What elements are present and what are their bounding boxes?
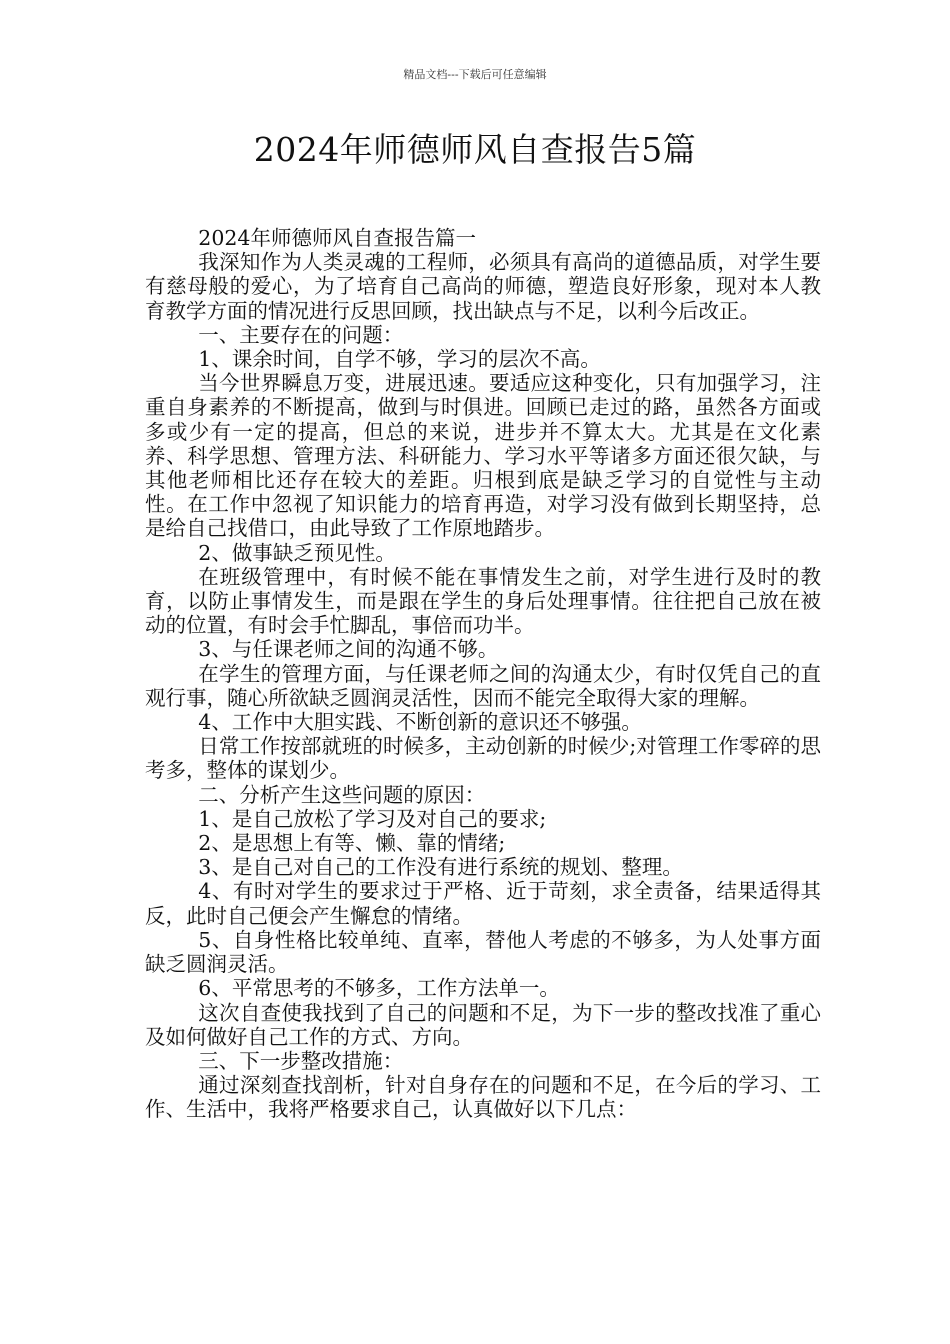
list-item: 4、有时对学生的要求过于严格、近于苛刻，求全责备，结果适得其反，此时自己便会产生懈怠的情绪。 <box>145 879 821 928</box>
section-heading: 一、主要存在的问题： <box>198 322 404 347</box>
paragraph: 在班级管理中，有时候不能在事情发生之前，对学生进行及时的教育，以防止事情发生，而是跟在学生的身后处理事情。往往把自己放在被动的位置，有时会手忙脚乱，事倍而功半。 <box>145 564 821 638</box>
list-item: 3、是自己对自己的工作没有进行系统的规划、整理。 <box>198 855 683 880</box>
paragraph: 当今世界瞬息万变，进展迅速。要适应这种变化，只有加强学习，注重自身素养的不断提高，做到与时俱进。回顾已走过的路，虽然各方面或多或少有一定的提高，但总的来说，进步并不算太大。尤其是在文化素养、科学思想、管理方法、科研能力、学习水平等诸多方面还很欠缺，与其他老师相比还存在较大的差距。归根到底是缺乏学习的自觉性与主动性。在工作中忽视了知识能力的培育再造，对学习没有做到长期坚持，总是给自己找借口，由此导致了工作原地踏步。 <box>145 371 821 541</box>
list-item: 1、课余时间，自学不够，学习的层次不高。 <box>198 347 601 372</box>
document-body <box>145 226 821 1122</box>
section-heading: 三、下一步整改措施： <box>198 1048 404 1073</box>
section-heading: 2024年师德师风自查报告篇一 <box>198 226 476 250</box>
list-item: 2、是思想上有等、懒、靠的情绪; <box>198 831 506 856</box>
paragraph: 通过深刻查找剖析，针对自身存在的问题和不足，在今后的学习、工作、生活中，我将严格要求自己，认真做好以下几点： <box>145 1073 821 1122</box>
section-heading: 二、分析产生这些问题的原因： <box>198 782 486 807</box>
paragraph: 我深知作为人类灵魂的工程师，必须具有高尚的道德品质，对学生要有慈母般的爱心，为了培育自己高尚的师德，塑造良好形象，现对本人教育教学方面的情况进行反思回顾，找出缺点与不足，以利今后改正。 <box>145 250 821 323</box>
document-header-note: 精品文档---下载后可任意编辑 <box>403 68 547 81</box>
paragraph: 日常工作按部就班的时候多，主动创新的时候少;对管理工作零碎的思考多，整体的谋划少。 <box>145 734 821 783</box>
list-item: 3、与任课老师之间的沟通不够。 <box>198 637 499 662</box>
paragraph: 这次自查使我找到了自己的问题和不足，为下一步的整改找准了重心及如何做好自己工作的方式、方向。 <box>145 1000 821 1049</box>
list-item: 6、平常思考的不够多，工作方法单一。 <box>198 976 560 1001</box>
list-item: 1、是自己放松了学习及对自己的要求; <box>198 806 547 831</box>
list-item: 2、做事缺乏预见性。 <box>198 540 396 565</box>
list-item: 5、自身性格比较单纯、直率，替他人考虑的不够多，为人处事方面缺乏圆润灵活。 <box>145 927 821 977</box>
document-title: 2024年师德师风自查报告5篇 <box>253 130 697 169</box>
paragraph: 在学生的管理方面，与任课老师之间的沟通太少，有时仅凭自己的直观行事，随心所欲缺乏圆润灵活性，因而不能完全取得大家的理解。 <box>145 661 821 710</box>
list-item: 4、工作中大胆实践、不断创新的意识还不够强。 <box>198 710 642 735</box>
